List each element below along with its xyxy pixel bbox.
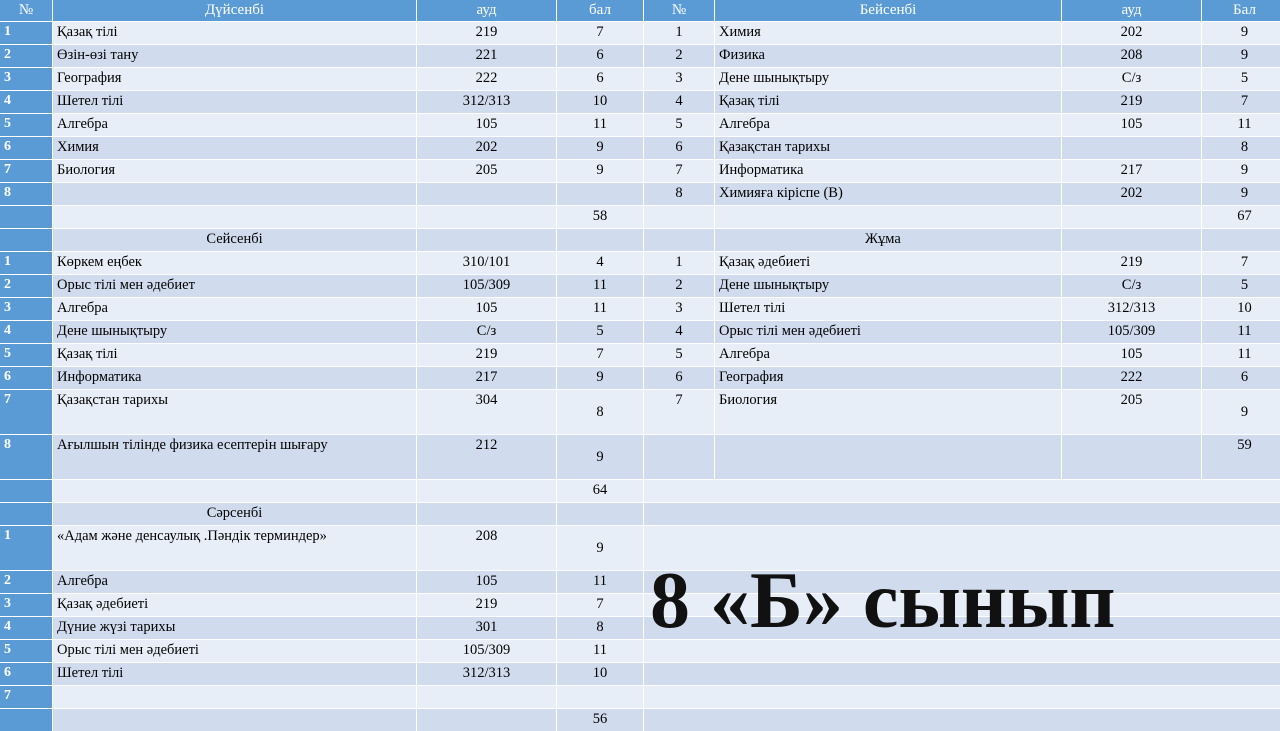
empty-cell — [1062, 229, 1201, 251]
bal-cell: 9 — [1202, 160, 1280, 182]
empty-cell — [557, 229, 643, 251]
bal-cell: 9 — [1202, 22, 1280, 44]
empty-cell — [417, 503, 556, 525]
header-number: № — [0, 0, 52, 21]
row-number: 2 — [0, 571, 52, 593]
aud-cell: 208 — [1062, 45, 1201, 67]
subject-cell: Алгебра — [53, 571, 416, 593]
aud-cell: С/з — [417, 321, 556, 343]
empty-cell — [1062, 435, 1201, 479]
subject-cell: Ағылшын тілінде физика есептерін шығару — [53, 435, 416, 479]
row-number: 4 — [0, 91, 52, 113]
row-number: 1 — [0, 252, 52, 274]
subject-cell: Дүние жүзі тарихы — [53, 617, 416, 639]
row-number: 6 — [0, 137, 52, 159]
aud-cell: 219 — [1062, 91, 1201, 113]
header-aud-2: ауд — [1062, 0, 1201, 21]
subject-cell: География — [53, 68, 416, 90]
header-aud: ауд — [417, 0, 556, 21]
bal-cell: 9 — [557, 367, 643, 389]
bal-cell: 7 — [557, 344, 643, 366]
row-number: 5 — [0, 114, 52, 136]
subject-cell: Қазақ тілі — [53, 344, 416, 366]
bal-cell: 11 — [557, 114, 643, 136]
empty-cell — [644, 435, 714, 479]
bal-cell: 11 — [1202, 321, 1280, 343]
aud-cell: 202 — [417, 137, 556, 159]
subject-cell: Химия — [715, 22, 1061, 44]
header-bal-2: Бал — [1202, 0, 1280, 21]
row-number: 5 — [0, 640, 52, 662]
row-number: 8 — [0, 183, 52, 205]
subject-cell: Қазақстан тарихы — [53, 390, 416, 434]
aud-cell: 208 — [417, 526, 556, 570]
bal-cell: 5 — [1202, 275, 1280, 297]
bal-cell: 6 — [557, 45, 643, 67]
subject-cell: Шетел тілі — [53, 91, 416, 113]
empty-cell — [53, 206, 416, 228]
friday-title: Жұма — [715, 229, 1061, 251]
row-number: 7 — [0, 390, 52, 434]
subject-cell: Физика — [715, 45, 1061, 67]
aud-cell: 219 — [417, 344, 556, 366]
aud-cell: 105 — [417, 114, 556, 136]
row-number: 2 — [0, 275, 52, 297]
bal-cell: 5 — [557, 321, 643, 343]
empty-cell — [644, 709, 1280, 731]
subject-cell: Шетел тілі — [715, 298, 1061, 320]
row-number — [0, 503, 52, 525]
aud-cell: 217 — [1062, 160, 1201, 182]
bal-cell: 8 — [1202, 137, 1280, 159]
empty-cell — [53, 480, 416, 502]
bal-cell: 8 — [557, 390, 643, 434]
bal-cell — [557, 183, 643, 205]
subject-cell: Қазақстан тарихы — [715, 137, 1061, 159]
row-number: 5 — [0, 344, 52, 366]
bal-cell: 11 — [557, 571, 643, 593]
aud-cell: 105/309 — [1062, 321, 1201, 343]
subject-cell: Биология — [715, 390, 1061, 434]
bal-cell: 7 — [557, 22, 643, 44]
aud-cell: 219 — [417, 22, 556, 44]
subject-cell: «Адам және денсаулық .Пәндік терминдер» — [53, 526, 416, 570]
empty-cell — [715, 435, 1061, 479]
subject-cell: Көркем еңбек — [53, 252, 416, 274]
empty-cell — [417, 229, 556, 251]
aud-cell: 212 — [417, 435, 556, 479]
subject-cell: Шетел тілі — [53, 663, 416, 685]
row-number: 3 — [0, 298, 52, 320]
tuesday-total: 64 — [557, 480, 643, 502]
aud-cell: 221 — [417, 45, 556, 67]
subject-cell: Биология — [53, 160, 416, 182]
row-number: 4 — [0, 617, 52, 639]
bal-cell: 9 — [557, 160, 643, 182]
empty-cell — [417, 709, 556, 731]
bal-cell — [557, 686, 643, 708]
subject-cell: Химияға кіріспе (В) — [715, 183, 1061, 205]
bal-cell: 9 — [1202, 45, 1280, 67]
bal-cell: 5 — [1202, 68, 1280, 90]
aud-cell — [417, 183, 556, 205]
subject-cell: География — [715, 367, 1061, 389]
bal-cell: 4 — [557, 252, 643, 274]
header-monday: Дүйсенбі — [53, 0, 416, 21]
empty-cell — [644, 229, 714, 251]
aud-cell: 105 — [1062, 114, 1201, 136]
row-number: 3 — [0, 594, 52, 616]
subject-cell — [53, 686, 416, 708]
bal-cell: 6 — [1202, 367, 1280, 389]
row-number — [0, 480, 52, 502]
subject-cell: Дене шынықтыру — [715, 275, 1061, 297]
aud-cell: 312/313 — [1062, 298, 1201, 320]
row-number: 2 — [0, 45, 52, 67]
bal-cell: 6 — [557, 68, 643, 90]
subject-cell: Дене шынықтыру — [53, 321, 416, 343]
aud-cell — [1062, 137, 1201, 159]
bal-cell: 7 — [1202, 91, 1280, 113]
aud-cell: 105 — [417, 571, 556, 593]
bal-cell: 11 — [557, 640, 643, 662]
row-number: 1 — [644, 22, 714, 44]
subject-cell: Қазақ тілі — [715, 91, 1061, 113]
row-number: 7 — [644, 160, 714, 182]
header-number-2: № — [644, 0, 714, 21]
subject-cell: Дене шынықтыру — [715, 68, 1061, 90]
empty-cell — [644, 686, 1280, 708]
aud-cell: 312/313 — [417, 663, 556, 685]
aud-cell: 222 — [1062, 367, 1201, 389]
subject-cell — [53, 183, 416, 205]
tuesday-title: Сейсенбі — [53, 229, 416, 251]
row-number: 5 — [644, 114, 714, 136]
aud-cell: 304 — [417, 390, 556, 434]
wednesday-title: Сәрсенбі — [53, 503, 416, 525]
bal-cell: 7 — [1202, 252, 1280, 274]
aud-cell: 219 — [417, 594, 556, 616]
thursday-total: 67 — [1202, 206, 1280, 228]
subject-cell: Химия — [53, 137, 416, 159]
row-number: 3 — [644, 298, 714, 320]
row-number — [0, 709, 52, 731]
subject-cell: Өзін-өзі тану — [53, 45, 416, 67]
bal-cell: 9 — [1202, 390, 1280, 434]
wednesday-total: 56 — [557, 709, 643, 731]
aud-cell: 205 — [1062, 390, 1201, 434]
class-title: 8 «Б» сынып — [650, 557, 1116, 645]
row-number: 4 — [0, 321, 52, 343]
subject-cell: Алгебра — [53, 114, 416, 136]
row-number: 3 — [0, 68, 52, 90]
subject-cell: Қазақ әдебиеті — [53, 594, 416, 616]
aud-cell: 105 — [417, 298, 556, 320]
subject-cell: Орыс тілі мен әдебиеті — [715, 321, 1061, 343]
aud-cell — [417, 686, 556, 708]
bal-cell: 10 — [557, 663, 643, 685]
row-number — [0, 229, 52, 251]
row-number: 2 — [644, 45, 714, 67]
row-number: 8 — [644, 183, 714, 205]
empty-cell — [644, 503, 1280, 525]
bal-cell: 9 — [557, 526, 643, 570]
row-number: 6 — [0, 367, 52, 389]
subject-cell: Қазақ тілі — [53, 22, 416, 44]
row-number: 6 — [0, 663, 52, 685]
subject-cell: Қазақ әдебиеті — [715, 252, 1061, 274]
empty-cell — [715, 206, 1061, 228]
aud-cell: С/з — [1062, 275, 1201, 297]
bal-cell: 7 — [557, 594, 643, 616]
header-bal: бал — [557, 0, 643, 21]
row-number: 7 — [0, 160, 52, 182]
aud-cell: 312/313 — [417, 91, 556, 113]
aud-cell: 202 — [1062, 22, 1201, 44]
subject-cell: Алгебра — [715, 114, 1061, 136]
bal-cell: 8 — [557, 617, 643, 639]
bal-cell: 9 — [557, 137, 643, 159]
subject-cell: Информатика — [53, 367, 416, 389]
aud-cell: С/з — [1062, 68, 1201, 90]
subject-cell: Алгебра — [715, 344, 1061, 366]
row-number — [0, 206, 52, 228]
row-number: 8 — [0, 435, 52, 479]
bal-cell: 11 — [1202, 114, 1280, 136]
row-number: 6 — [644, 367, 714, 389]
subject-cell: Орыс тілі мен әдебиеті — [53, 640, 416, 662]
bal-cell: 11 — [557, 275, 643, 297]
empty-cell — [557, 503, 643, 525]
monday-total: 58 — [557, 206, 643, 228]
row-number: 1 — [0, 22, 52, 44]
empty-cell — [53, 709, 416, 731]
bal-cell: 10 — [557, 91, 643, 113]
row-number: 7 — [0, 686, 52, 708]
bal-cell: 9 — [557, 435, 643, 479]
row-number: 4 — [644, 91, 714, 113]
row-number: 4 — [644, 321, 714, 343]
aud-cell: 219 — [1062, 252, 1201, 274]
aud-cell: 105 — [1062, 344, 1201, 366]
empty-cell — [644, 663, 1280, 685]
empty-cell — [644, 480, 1280, 502]
row-number: 5 — [644, 344, 714, 366]
empty-cell — [644, 206, 714, 228]
row-number: 1 — [0, 526, 52, 570]
aud-cell: 222 — [417, 68, 556, 90]
empty-cell — [1062, 206, 1201, 228]
aud-cell: 301 — [417, 617, 556, 639]
aud-cell: 217 — [417, 367, 556, 389]
subject-cell: Информатика — [715, 160, 1061, 182]
empty-cell — [417, 206, 556, 228]
bal-cell: 10 — [1202, 298, 1280, 320]
row-number: 1 — [644, 252, 714, 274]
row-number: 6 — [644, 137, 714, 159]
empty-cell — [1202, 229, 1280, 251]
subject-cell: Алгебра — [53, 298, 416, 320]
aud-cell: 202 — [1062, 183, 1201, 205]
bal-cell: 11 — [1202, 344, 1280, 366]
aud-cell: 310/101 — [417, 252, 556, 274]
row-number: 7 — [644, 390, 714, 434]
empty-cell — [417, 480, 556, 502]
aud-cell: 105/309 — [417, 640, 556, 662]
bal-cell: 9 — [1202, 183, 1280, 205]
aud-cell: 205 — [417, 160, 556, 182]
friday-total: 59 — [1202, 435, 1280, 479]
header-thursday: Бейсенбі — [715, 0, 1061, 21]
bal-cell: 11 — [557, 298, 643, 320]
row-number: 2 — [644, 275, 714, 297]
aud-cell: 105/309 — [417, 275, 556, 297]
row-number: 3 — [644, 68, 714, 90]
subject-cell: Орыс тілі мен әдебиет — [53, 275, 416, 297]
